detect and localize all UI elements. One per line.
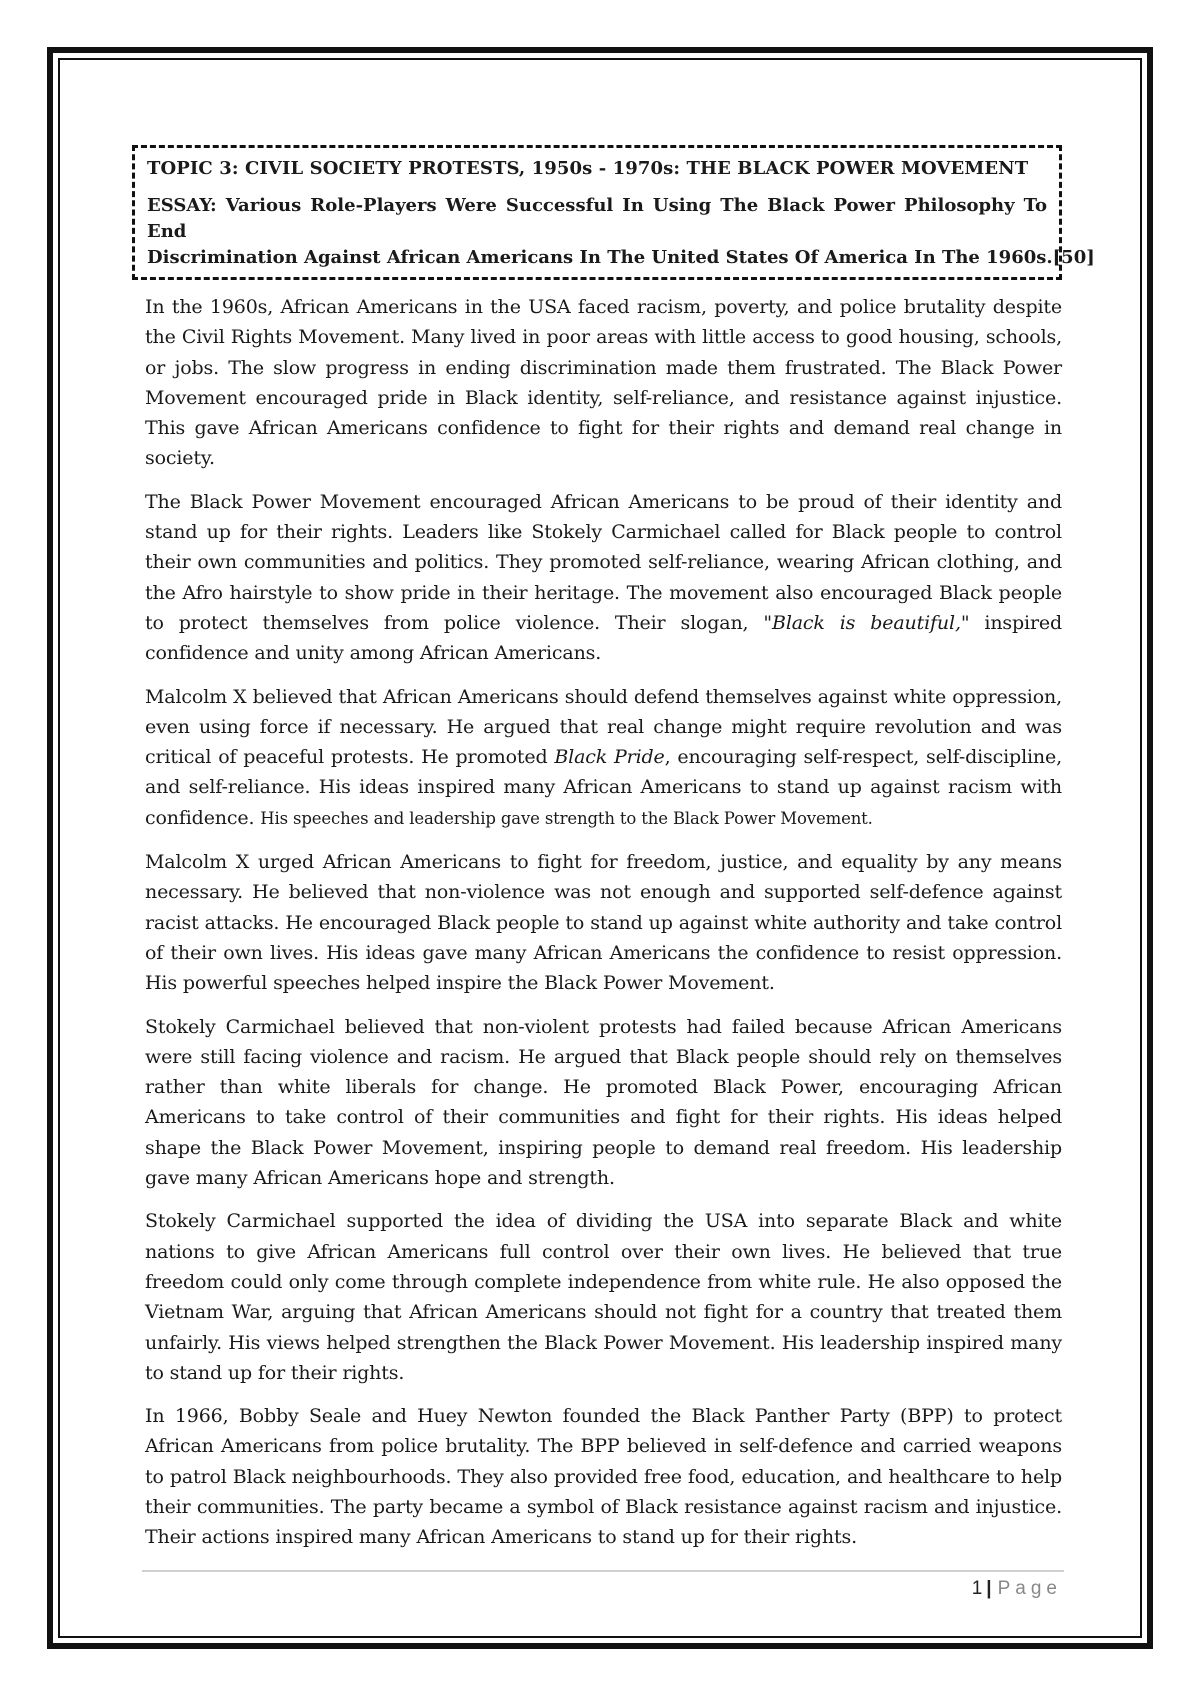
document-body [145, 145, 1095, 1566]
essay-question-text: Discrimination Against African Americans In The United States Of America In The 1960s. [147, 247, 1053, 268]
essay-question-line-2 [147, 245, 1095, 271]
page-number: 1 [971, 1578, 983, 1599]
paragraph-text: The Black Power Movement encouraged African Americans to be proud of their identity and stand up for their rights. Leaders like Stokely Carmichael called for Black people to control their own communities and politics. They promoted self-reliance, wearing African clothing, and the Afro hairstyle to show pride in their heritage. The movement also encouraged Black people to protect themselves from police violence. Their slogan, " [145, 490, 1062, 634]
paragraph-black-panther-party: In 1966, Bobby Seale and Huey Newton founded the Black Panther Party (BPP) to protect African Americans from police brutality. The BPP believed in self-defence and carried weapons to patrol Black neighbourhoods. They also provided free food, education, and healthcare to help their communities. The party became a symbol of Black resistance against racism and injustice. Their actions inspired many African Americans to stand up for their rights. [145, 1405, 1062, 1549]
essay-marks: [50] [1052, 247, 1095, 268]
topic-title: TOPIC 3: CIVIL SOCIETY PROTESTS, 1950s - 1970s: THE BLACK POWER MOVEMENT [147, 158, 1029, 179]
page-footer [972, 1578, 1062, 1600]
paragraph-black-power-pride [145, 487, 1062, 669]
footer-divider [142, 1570, 1064, 1572]
black-pride-italic: Black Pride [554, 746, 665, 769]
slogan-italic: Black is beautiful, [772, 611, 961, 634]
paragraph-text: " inspired confidence and unity among African Americans. [145, 611, 1062, 665]
paragraph-introduction: In the 1960s, African Americans in the USA faced racism, poverty, and police brutality despite the Civil Rights Movement. Many lived in poor areas with little access to good housing, schools, or jobs. The slow progress in ending discrimination made them frustrated. The Black Power Movement encouraged pride in Black identity, self-reliance, and resistance against injustice. This gave African Americans confidence to fight for their rights and demand real change in society. [145, 296, 1062, 470]
paragraph-text: , encouraging self-respect, self-discipline, and self-reliance. His ideas inspired many African Americans to stand up against racism with confidence. [145, 746, 1062, 829]
paragraph-malcolm-x-freedom: Malcolm X urged African Americans to fight for freedom, justice, and equality by any means necessary. He believed that non-violence was not enough and supported self-defence against racist attacks. He encouraged Black people to stand up against white authority and take control of their own lives. His ideas gave many African Americans the confidence to resist oppression. His powerful speeches helped inspire the Black Power Movement. [145, 851, 1062, 995]
essay-question-line-1: ESSAY: Various Role-Players Were Successful In Using The Black Power Philosophy To End [147, 195, 1047, 242]
paragraph-text: Malcolm X believed that African Americans should defend themselves against white oppression, even using force if necessary. He argued that real change might require revolution and was critical of peaceful protests. He promoted [145, 685, 1062, 769]
footer-separator: | [986, 1578, 992, 1599]
topic-box [132, 145, 1095, 280]
page-label: Page [997, 1578, 1062, 1599]
paragraph-malcolm-x-defence [145, 682, 1062, 834]
paragraph-carmichael-nonviolence: Stokely Carmichael believed that non-violent protests had failed because African Americans were still facing violence and racism. He argued that Black people should rely on themselves rather than white liberals for change. He promoted Black Power, encouraging African Americans to take control of their communities and fight for their rights. His ideas helped shape the Black Power Movement, inspiring people to demand real freedom. His leadership gave many African Americans hope and strength. [145, 1015, 1062, 1190]
paragraph-carmichael-separation: Stokely Carmichael supported the idea of dividing the USA into separate Black and white nations to give African Americans full control over their own lives. He believed that true freedom could only come through complete independence from white rule. He also opposed the Vietnam War, arguing that African Americans should not fight for a country that treated them unfairly. His views helped strengthen the Black Power Movement. His leadership inspired many to stand up for their rights. [145, 1210, 1062, 1384]
paragraph-small-text: His speeches and leadership gave strength to the Black Power Movement. [260, 808, 873, 828]
